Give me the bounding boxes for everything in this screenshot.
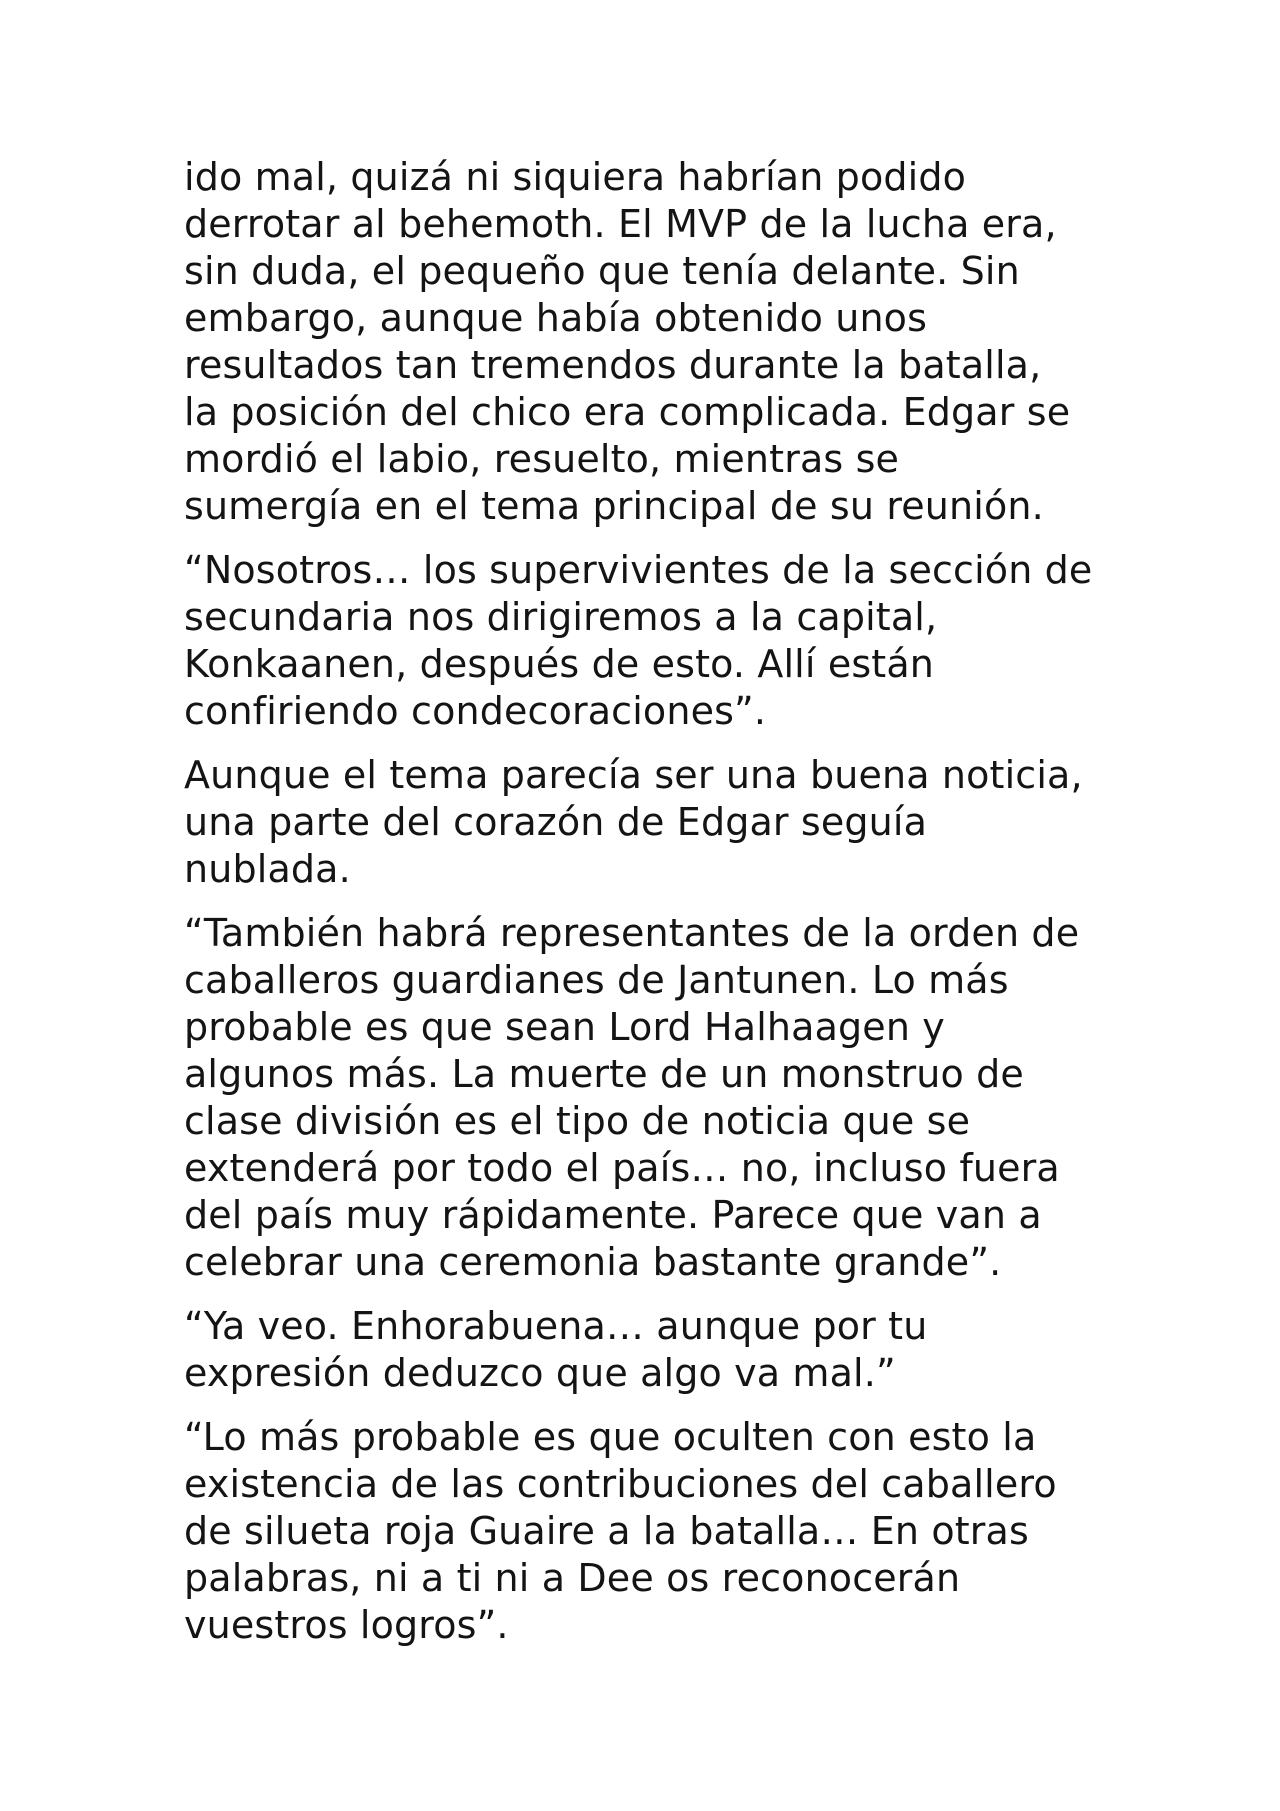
text-line: secundaria nos dirigiremos a la capital, [184,595,938,639]
page-text [184,154,1114,1666]
text-line: celebrar una ceremonia bastante grande”. [184,1240,1002,1284]
text-line: la posición del chico era complicada. Edgar se [184,390,1071,434]
text-line: algunos más. La muerte de un monstruo de [184,1052,1024,1096]
text-line: existencia de las contribuciones del caballero [184,1462,1057,1506]
text-line: embargo, aunque había obtenido unos [184,296,928,340]
paragraph [184,910,1114,1286]
text-line: “Nosotros… los supervivientes de la sección de [184,548,1093,592]
text-line: expresión deduzco que algo va mal.” [184,1351,896,1395]
text-line: de silueta roja Guaire a la batalla… En otras [184,1509,1029,1553]
text-line: sin duda, el pequeño que tenía delante. Sin [184,249,1020,293]
text-line: probable es que sean Lord Halhaagen y [184,1005,945,1049]
text-line: Aunque el tema parecía ser una buena noticia, [184,753,1083,797]
text-line: mordió el labio, resuelto, mientras se [184,437,900,481]
text-line: nublada. [184,847,351,891]
text-line: ido mal, quizá ni siquiera habrían podido [184,155,966,199]
text-line: caballeros guardianes de Jantunen. Lo más [184,958,1009,1002]
paragraph [184,154,1114,530]
text-line: sumergía en el tema principal de su reunión. [184,484,1044,528]
text-line: resultados tan tremendos durante la batalla, [184,343,1042,387]
text-line: “Lo más probable es que oculten con esto la [184,1415,1037,1459]
text-line: “También habrá representantes de la orden de [184,911,1080,955]
text-line: extenderá por todo el país… no, incluso fuera [184,1146,1060,1190]
text-line: clase división es el tipo de noticia que se [184,1099,971,1143]
paragraph [184,752,1114,893]
text-line: del país muy rápidamente. Parece que van a [184,1193,1042,1237]
paragraph [184,1414,1114,1649]
text-line: una parte del corazón de Edgar seguía [184,800,928,844]
text-line: derrotar al behemoth. El MVP de la lucha era, [184,202,1057,246]
text-line: confiriendo condecoraciones”. [184,689,767,733]
text-line: “Ya veo. Enhorabuena… aunque por tu [184,1304,928,1348]
paragraph [184,1303,1114,1397]
text-line: vuestros logros”. [184,1603,509,1647]
paragraph [184,547,1114,735]
text-line: palabras, ni a ti ni a Dee os reconocerán [184,1556,961,1600]
text-line: Konkaanen, después de esto. Allí están [184,642,935,686]
